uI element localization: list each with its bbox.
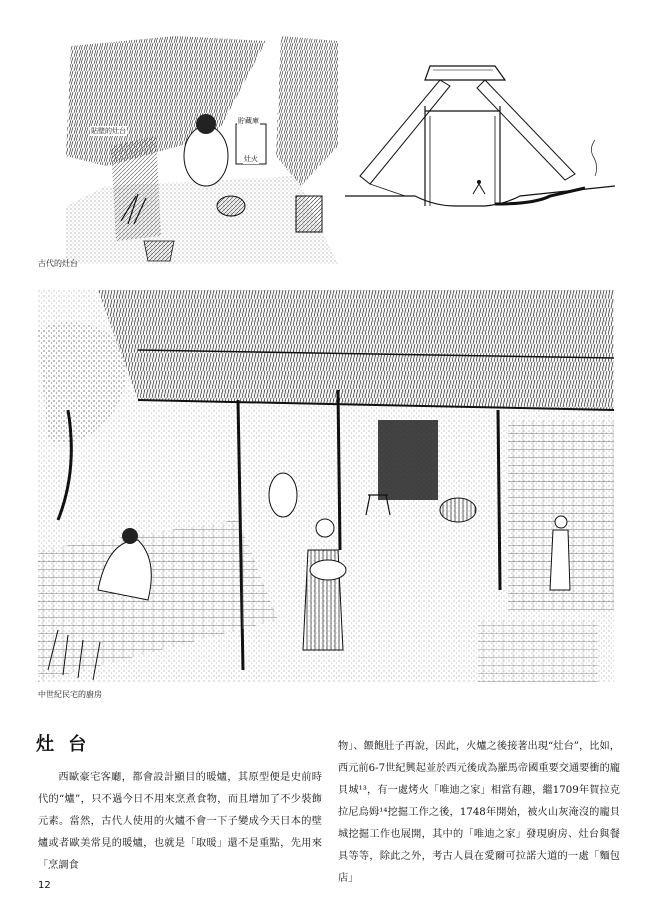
body-left-paragraph: 西歐豪宅客廳，都會設計顯目的暖爐，其原型便是史前時代的“爐”，只不過今日不用來烹煮食物，而且增加了不少裝飾元素。當然，古代人使用的火爐不會一下子變成今天日本的壁爐或者歐美常見的暖爐，也就是「取暖」還不是重點，先用來「烹調食 <box>38 772 322 871</box>
body-right-paragraph: 物」、餵飽肚子再說，因此，火爐之後接著出現“灶台”，比如，西元前6-7世紀興起並於西元後成為羅馬帝國重要交通要衝的龐貝城¹³，有一處烤火「唯迪之家」相當有趣，繼1709年賀拉克拉尼烏姆¹⁴挖掘工作之後，1748年開始，被火山灰淹沒的龐貝城挖掘工作也展開，其中的「唯迪之家」發現廚房、灶台與餐具等等，除此之外，考古人員在愛爾可拉諾大道的一處「麵包店」 <box>338 741 620 884</box>
bottom-figure-caption: 中世紀民宅的廚房 <box>38 690 102 699</box>
top-figure-caption: 古代的灶台 <box>38 259 78 268</box>
body-left-column <box>38 767 322 877</box>
storage-label: 貯藏庫 <box>238 117 259 125</box>
page-number: 12 <box>38 880 51 891</box>
medieval-kitchen-illustration <box>38 290 614 682</box>
hearth-wall-label: 貼壁的灶台 <box>91 127 126 135</box>
fire-label: 灶火 <box>244 155 258 163</box>
body-right-column <box>338 736 620 890</box>
section-title: 灶 台 <box>36 734 91 755</box>
hut-cross-section-illustration <box>345 56 615 224</box>
ancient-hearth-illustration <box>66 36 338 264</box>
